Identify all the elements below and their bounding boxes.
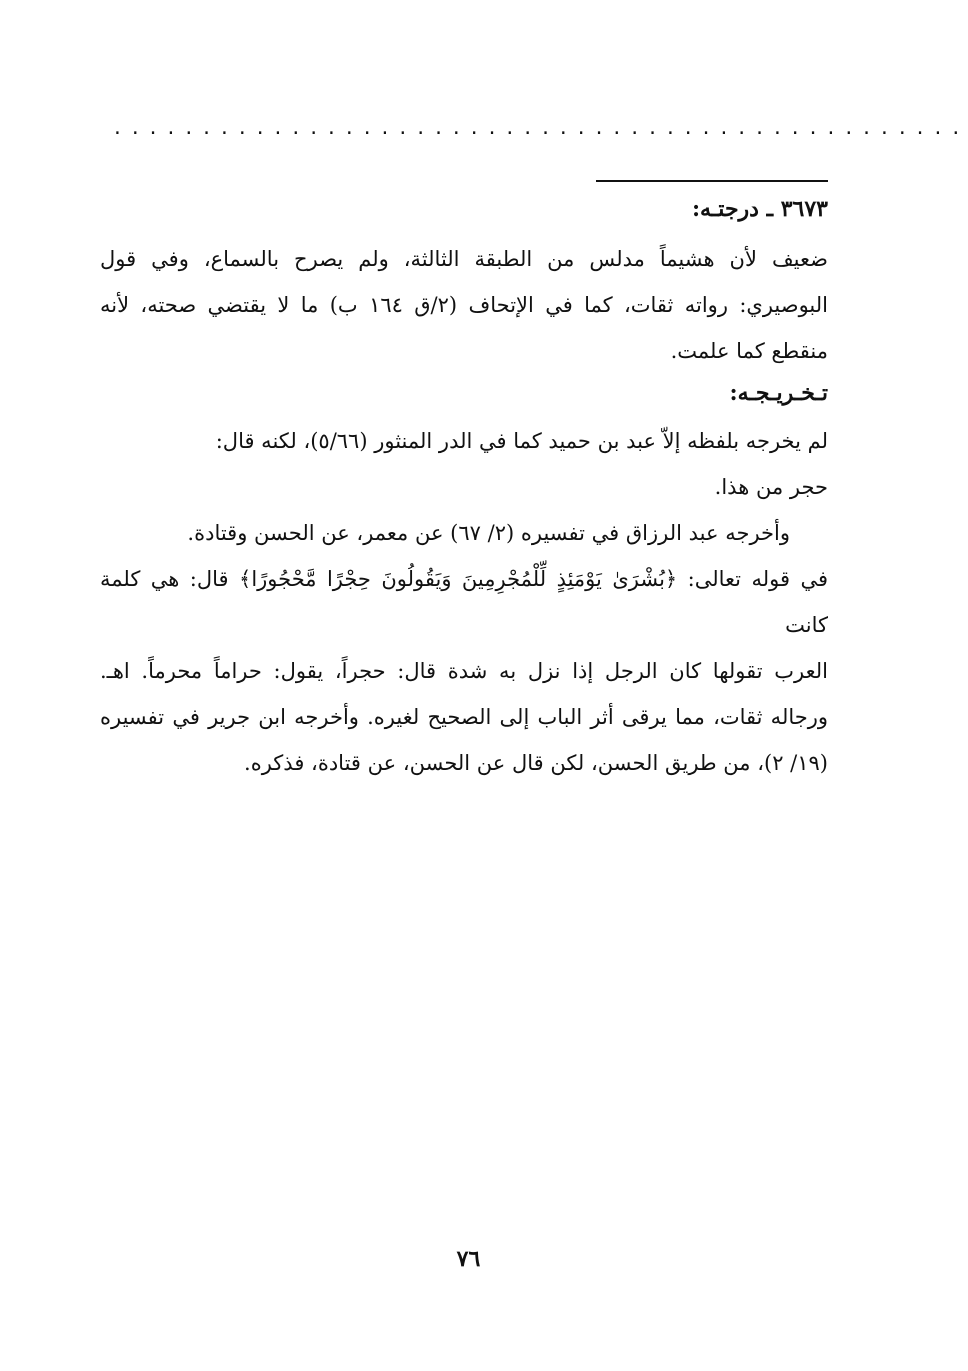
heading-grade: ٣٦٧٣ ـ درجتـه: — [691, 196, 828, 222]
takhrij-line-7: (١٩/ ٢)، من طريق الحسن، لكن قال عن الحسن، عن قتادة، فذكره. — [244, 751, 828, 775]
grade-line-2: البوصيري: رواته ثقات، كما في الإتحاف (٢/ق ١٦٤ ب) ما لا يقتضي صحته، لأنه — [100, 293, 829, 317]
takhrij-line-2: حجر من هذا. — [714, 475, 828, 499]
grade-line-3: منقطع كما علمت. — [670, 339, 828, 363]
takhrij-line-5: العرب تقولها كان الرجل إذا نزل به شدة قال: حجراً، يقول: حراماً محرماً. اهـ. — [100, 659, 828, 683]
takhrij-line-3: وأخرجه عبد الرزاق في تفسيره (٢/ ٦٧) عن معمر، عن الحسن وقتادة. — [187, 521, 790, 545]
grade-paragraph — [100, 236, 828, 374]
heading-takhrij: تـخـريـجـه: — [729, 380, 828, 406]
dotted-divider: ................................................ — [112, 118, 968, 139]
grade-line-1: ضعيف لأن هشيماً مدلس من الطبقة الثالثة، ولم يصرح بالسماع، وفي قول — [100, 247, 828, 271]
takhrij-line-6: ورجاله ثقات، مما يرقى أثر الباب إلى الصحيح لغيره. وأخرجه ابن جرير في تفسيره — [100, 705, 828, 729]
takhrij-line-1: لم يخرجه بلفظه إلاّ عبد بن حميد كما في الدر المنثور (٥/٦٦)، لكنه قال: — [215, 429, 828, 453]
takhrij-line-4: في قوله تعالى: ﴿بُشْرَىٰ يَوْمَئِذٍ لِّلْمُجْرِمِينَ وَيَقُولُونَ حِجْرًا مَّحْجُورًا﴾ قال: هي كلمة كانت — [100, 567, 828, 637]
page-number: ٧٦ — [456, 1246, 481, 1272]
section-rule — [596, 180, 828, 182]
takhrij-paragraph — [100, 418, 828, 786]
